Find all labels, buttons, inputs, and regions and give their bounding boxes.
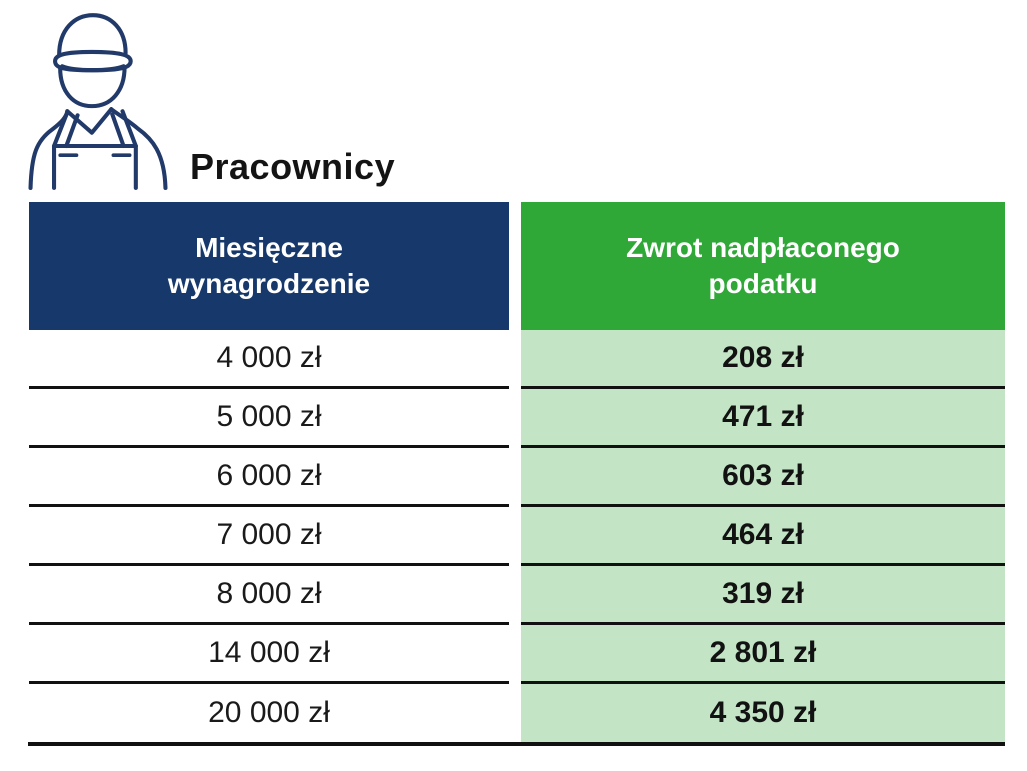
worker-icon xyxy=(26,8,170,192)
table-row xyxy=(29,566,1005,625)
column-gap xyxy=(509,507,521,566)
table-row xyxy=(29,389,1005,448)
salary-refund-table xyxy=(29,202,1005,742)
column-header-refund xyxy=(521,202,1005,330)
refund-cell: 319 zł xyxy=(521,566,1005,625)
salary-cell: 8 000 zł xyxy=(29,566,509,625)
table-bottom-border xyxy=(28,742,1005,746)
table-header-row xyxy=(29,202,1005,330)
page-title: Pracownicy xyxy=(190,146,396,187)
refund-cell: 471 zł xyxy=(521,389,1005,448)
column-gap xyxy=(509,389,521,448)
table-row xyxy=(29,625,1005,684)
table-row xyxy=(29,507,1005,566)
salary-cell: 4 000 zł xyxy=(29,330,509,389)
column-gap xyxy=(509,625,521,684)
salary-cell: 20 000 zł xyxy=(29,684,509,742)
table-row xyxy=(29,448,1005,507)
refund-cell: 208 zł xyxy=(521,330,1005,389)
column-gap xyxy=(509,448,521,507)
table-row xyxy=(29,330,1005,389)
column-header-refund-label: Zwrot nadpłaconego podatku xyxy=(626,231,900,299)
column-gap xyxy=(509,684,521,742)
table-row xyxy=(29,684,1005,742)
salary-cell: 5 000 zł xyxy=(29,389,509,448)
refund-cell: 2 801 zł xyxy=(521,625,1005,684)
column-header-salary-label: Miesięczne wynagrodzenie xyxy=(167,231,371,299)
column-gap xyxy=(509,330,521,389)
column-gap xyxy=(509,202,521,330)
refund-cell: 4 350 zł xyxy=(521,684,1005,742)
salary-cell: 6 000 zł xyxy=(29,448,509,507)
refund-cell: 464 zł xyxy=(521,507,1005,566)
salary-cell: 7 000 zł xyxy=(29,507,509,566)
salary-cell: 14 000 zł xyxy=(29,625,509,684)
column-gap xyxy=(509,566,521,625)
column-header-salary xyxy=(29,202,509,330)
refund-cell: 603 zł xyxy=(521,448,1005,507)
